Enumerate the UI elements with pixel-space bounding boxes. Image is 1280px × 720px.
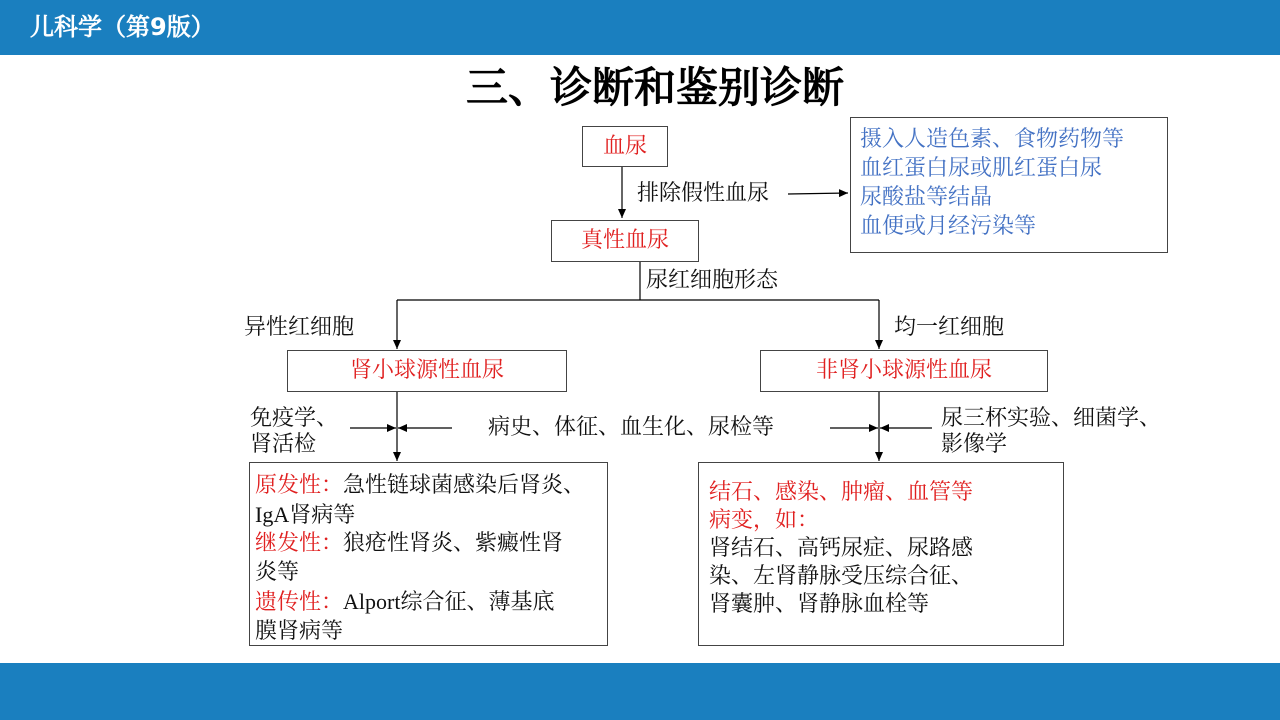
node-glomerular-label: 肾小球源性血尿 [349, 358, 504, 383]
left-test-line: 肾活检 [250, 432, 317, 457]
nonglomerular-heading-2: 病变，如： [709, 508, 820, 533]
false-cause-item: 摄入人造色素、食物药物等 [860, 127, 1125, 152]
node-nonglomerular [760, 350, 1048, 392]
nonglomerular-line: 肾囊肿、肾静脉血栓等 [709, 592, 930, 617]
header-title: 儿科学（第9版） [30, 13, 215, 41]
label-isomorphic: 均一红细胞 [894, 315, 1005, 340]
label-dysmorphic: 异性红细胞 [244, 315, 355, 340]
node-hematuria [582, 126, 668, 167]
left-test-line: 免疫学、 [250, 406, 339, 431]
hereditary-text-2: 膜肾病等 [255, 619, 344, 644]
secondary-label: 继发性： [255, 531, 344, 556]
false-cause-item: 尿酸盐等结晶 [860, 185, 993, 210]
node-false-causes [850, 117, 1168, 253]
nonglomerular-heading: 结石、感染、肿瘤、血管等 [709, 480, 974, 505]
node-nonglomerular-causes [698, 462, 1064, 646]
node-true-hematuria-label: 真性血尿 [580, 228, 669, 253]
secondary-text: 狼疮性肾炎、紫癜性肾 [343, 531, 564, 556]
node-glomerular-causes [249, 462, 608, 646]
footer-bar [0, 663, 1280, 720]
label-right-tests [941, 406, 1161, 458]
label-exclude-false: 排除假性血尿 [637, 181, 770, 206]
hereditary-label: 遗传性： [255, 590, 344, 615]
hereditary-text: Alport综合征、薄基底 [343, 589, 555, 614]
label-left-tests [250, 406, 338, 458]
nonglomerular-line: 染、左肾静脉受压综合征、 [709, 564, 974, 589]
false-cause-item: 血便或月经污染等 [860, 214, 1037, 239]
primary-text-2: IgA肾病等 [255, 502, 356, 527]
node-nonglomerular-label: 非肾小球源性血尿 [815, 358, 992, 383]
right-test-line: 影像学 [941, 432, 1008, 457]
node-true-hematuria [551, 220, 699, 262]
secondary-text-2: 炎等 [255, 560, 300, 585]
node-glomerular [287, 350, 567, 392]
slide-title: 三、诊断和鉴别诊断 [465, 63, 844, 112]
label-morphology: 尿红细胞形态 [646, 268, 779, 293]
primary-text: 急性链球菌感染后肾炎、 [343, 473, 586, 498]
node-hematuria-label: 血尿 [602, 133, 647, 159]
right-test-line: 尿三杯实验、细菌学、 [941, 406, 1162, 431]
label-common-tests: 病史、体征、血生化、尿检等 [488, 415, 775, 440]
primary-label: 原发性： [255, 473, 344, 498]
nonglomerular-line: 肾结石、高钙尿症、尿路感 [709, 536, 974, 561]
false-cause-item: 血红蛋白尿或肌红蛋白尿 [860, 156, 1103, 181]
arrow-exclude-to-causes [788, 193, 848, 194]
